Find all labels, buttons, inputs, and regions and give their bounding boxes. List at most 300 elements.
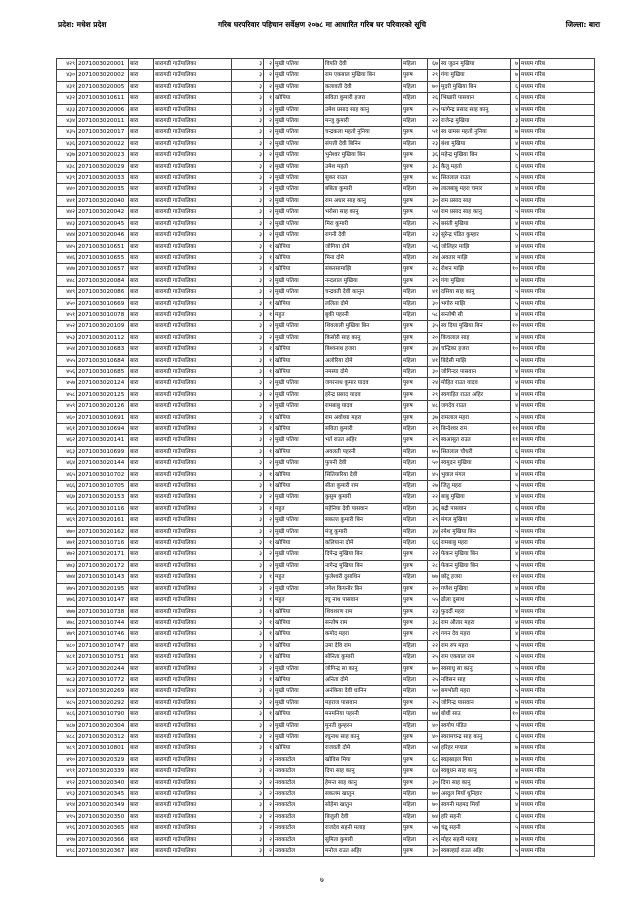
household-id-cell: 2071003020153	[77, 492, 129, 503]
village-cell: महुत	[274, 309, 324, 320]
age-cell: ३०	[428, 846, 440, 857]
gender-cell: पुरुष	[402, 412, 428, 423]
municipality-cell: बारागढी गाउँपालिका	[154, 800, 232, 811]
village-cell: नवकाटोल	[274, 811, 324, 822]
ward-cell: ३	[232, 332, 264, 343]
ward-cell: ३	[232, 526, 264, 537]
municipality-cell: बारागढी गाउँपालिका	[154, 287, 232, 298]
gender-cell: महिला	[402, 366, 428, 377]
category-cell: मध्यम गरिब	[520, 184, 595, 195]
municipality-cell: बारागढी गाउँपालिका	[154, 275, 232, 286]
age-cell: २२	[428, 116, 440, 127]
village-cell: मुखी पतिया	[274, 697, 324, 708]
municipality-cell: बारागढी गाउँपालिका	[154, 389, 232, 400]
household-id-cell: 2071003020269	[77, 686, 129, 697]
household-id-cell: 2071003020366	[77, 834, 129, 845]
area-cell: २	[264, 549, 274, 560]
table-row	[57, 252, 595, 263]
guardian-cell: जितु महरा	[440, 481, 511, 492]
household-id-cell: 2071003010669	[77, 298, 129, 309]
village-cell: खोपिया	[274, 241, 324, 252]
gender-cell: महिला	[402, 241, 428, 252]
municipality-cell: बारागढी गाउँपालिका	[154, 70, 232, 81]
table-row	[57, 195, 595, 206]
serial-cell: ४३४	[57, 116, 77, 127]
table-row	[57, 412, 595, 423]
members-cell: ४	[511, 366, 520, 377]
municipality-cell: बारागढी गाउँपालिका	[154, 321, 232, 332]
guardian-cell: छोटू हजरा	[440, 572, 511, 583]
district-cell: बारा	[129, 104, 154, 115]
district-cell: बारा	[129, 435, 154, 446]
household-id-cell: 2071003010738	[77, 606, 129, 617]
age-cell: ७०	[428, 81, 440, 92]
district-cell: बारा	[129, 777, 154, 788]
district-cell: बारा	[129, 674, 154, 685]
village-cell: खोपिया	[274, 424, 324, 435]
head-name-cell: राजदेव सहनी मलाह	[324, 823, 402, 834]
age-cell: ५०	[428, 686, 440, 697]
gender-cell: पुरुष	[402, 389, 428, 400]
area-cell: २	[264, 663, 274, 674]
area-cell: २	[264, 207, 274, 218]
municipality-cell: बारागढी गाउँपालिका	[154, 846, 232, 857]
serial-cell: ४९५	[57, 811, 77, 822]
members-cell: ५	[511, 195, 520, 206]
ward-cell: ३	[232, 674, 264, 685]
ward-cell: ३	[232, 595, 264, 606]
category-cell: मध्यम गरिब	[520, 846, 595, 857]
page-header	[0, 20, 644, 34]
village-cell: मुखी पतिया	[274, 116, 324, 127]
category-cell: मध्यम गरिब	[520, 332, 595, 343]
category-cell: मध्यम गरिब	[520, 526, 595, 537]
age-cell: ७४	[428, 709, 440, 720]
district-cell: बारा	[129, 218, 154, 229]
serial-cell: ४४७	[57, 264, 77, 275]
members-cell: ७	[511, 754, 520, 765]
ward-cell: ३	[232, 93, 264, 104]
household-id-cell: 2071003020144	[77, 458, 129, 469]
area-cell: १	[264, 355, 274, 366]
age-cell: २९	[428, 515, 440, 526]
ward-cell: ३	[232, 777, 264, 788]
ward-cell: ३	[232, 834, 264, 845]
village-cell: खोपिया	[274, 344, 324, 355]
age-cell: ५६	[428, 241, 440, 252]
category-cell: मध्यम गरिब	[520, 161, 595, 172]
district-cell: बारा	[129, 116, 154, 127]
household-id-cell: 2071003020109	[77, 321, 129, 332]
gender-cell: पुरुष	[402, 344, 428, 355]
age-cell: ६४	[428, 766, 440, 777]
head-name-cell: राजवती दोमे	[324, 743, 402, 754]
head-name-cell: दिपेन्द्र मुखिया बिन	[324, 549, 402, 560]
age-cell: २९	[428, 389, 440, 400]
head-name-cell: मनोज राउत अहिर	[324, 846, 402, 857]
members-cell: ५	[511, 640, 520, 651]
guardian-cell: जोगिन्द्र पासवान	[440, 697, 511, 708]
serial-cell: ४९३	[57, 789, 77, 800]
municipality-cell: बारागढी गाउँपालिका	[154, 789, 232, 800]
household-id-cell: 2071003010744	[77, 617, 129, 628]
table-row	[57, 116, 595, 127]
village-cell: मुखी पतिया	[274, 389, 324, 400]
age-cell: ३५	[428, 321, 440, 332]
head-name-cell: राम अधार साह कानु	[324, 195, 402, 206]
serial-cell: ४७१	[57, 538, 77, 549]
guardian-cell: स्वबुधन साह कानु	[440, 766, 511, 777]
members-cell: ४	[511, 800, 520, 811]
household-id-cell: 2071003020006	[77, 104, 129, 115]
category-cell: मध्यम गरिब	[520, 252, 595, 263]
district-cell: बारा	[129, 59, 154, 70]
serial-cell: ४३१	[57, 81, 77, 92]
serial-cell: ४५५	[57, 355, 77, 366]
ward-cell: ३	[232, 446, 264, 457]
guardian-cell: बिन्देश्वर राम	[440, 424, 511, 435]
members-cell: ७	[511, 127, 520, 138]
category-cell: मध्यम गरिब	[520, 104, 595, 115]
municipality-cell: बारागढी गाउँपालिका	[154, 81, 232, 92]
head-name-cell: बुकी पहरनी	[324, 309, 402, 320]
ward-cell: ३	[232, 424, 264, 435]
ward-cell: ३	[232, 640, 264, 651]
head-name-cell: उमेश प्रसाद साह कानु	[324, 104, 402, 115]
serial-cell: ४६९	[57, 515, 77, 526]
ward-cell: ३	[232, 766, 264, 777]
area-cell: १	[264, 93, 274, 104]
area-cell: २	[264, 777, 274, 788]
household-id-cell: 2071003010699	[77, 446, 129, 457]
members-cell: ५	[511, 789, 520, 800]
area-cell: २	[264, 720, 274, 731]
serial-cell: ४७३	[57, 560, 77, 571]
municipality-cell: बारागढी गाउँपालिका	[154, 241, 232, 252]
category-cell: मध्यम गरिब	[520, 378, 595, 389]
head-name-cell: हेमन्त साह कानु	[324, 777, 402, 788]
serial-cell: ४५६	[57, 366, 77, 377]
gender-cell: पुरुष	[402, 766, 428, 777]
household-id-cell: 2071003010716	[77, 538, 129, 549]
gender-cell: पुरुष	[402, 846, 428, 857]
guardian-cell: गगन देव महरा	[440, 629, 511, 640]
municipality-cell: बारागढी गाउँपालिका	[154, 515, 232, 526]
household-id-cell: 2071003020035	[77, 184, 129, 195]
area-cell: २	[264, 173, 274, 184]
village-cell: खोपिया	[274, 606, 324, 617]
district-cell: बारा	[129, 709, 154, 720]
ward-cell: ३	[232, 355, 264, 366]
district-cell: बारा	[129, 184, 154, 195]
head-name-cell: शिवलाली मुखिया बिन	[324, 321, 402, 332]
district-cell: बारा	[129, 161, 154, 172]
district-cell: बारा	[129, 389, 154, 400]
gender-cell: महिला	[402, 59, 428, 70]
gender-cell: पुरुष	[402, 161, 428, 172]
head-name-cell: सविता कुमारी हजरा	[324, 93, 402, 104]
ward-cell: ३	[232, 321, 264, 332]
head-name-cell: जगरनाथ कुमार यादव	[324, 378, 402, 389]
gender-cell: पुरुष	[402, 207, 428, 218]
guardian-cell: स्वसाधु सा कानु	[440, 663, 511, 674]
members-cell: ५	[511, 481, 520, 492]
village-cell: मुखी पतिया	[274, 59, 324, 70]
village-cell: खोपिया	[274, 366, 324, 377]
municipality-cell: बारागढी गाउँपालिका	[154, 492, 232, 503]
table-row	[57, 309, 595, 320]
gender-cell: महिला	[402, 720, 428, 731]
age-cell: २५	[428, 218, 440, 229]
guardian-cell: राम प्रसाद साह कानु	[440, 207, 511, 218]
village-cell: मुखी पतिया	[274, 401, 324, 412]
table-row	[57, 389, 595, 400]
guardian-cell: मोहर सहनी मलाह	[440, 834, 511, 845]
district-cell: बारा	[129, 446, 154, 457]
household-id-cell: 2071003020011	[77, 116, 129, 127]
age-cell: २९	[428, 834, 440, 845]
table-row	[57, 70, 595, 81]
ward-cell: ३	[232, 629, 264, 640]
table-row	[57, 560, 595, 571]
village-cell: मुखी पतिया	[274, 435, 324, 446]
village-cell: महुत	[274, 503, 324, 514]
category-cell: मध्यम गरिब	[520, 800, 595, 811]
household-id-cell: 2071003010116	[77, 503, 129, 514]
gender-cell: पुरुष	[402, 663, 428, 674]
district-cell: बारा	[129, 652, 154, 663]
ward-cell: ३	[232, 264, 264, 275]
age-cell: ५८	[428, 309, 440, 320]
village-cell: मुखी पतिया	[274, 207, 324, 218]
gender-cell: पुरुष	[402, 560, 428, 571]
village-cell: मुखी पतिया	[274, 663, 324, 674]
age-cell: २३	[428, 138, 440, 149]
serial-cell: ४९०	[57, 754, 77, 765]
guardian-cell: फुदर्दी महरा	[440, 606, 511, 617]
head-name-cell: बबिता कुमारी	[324, 184, 402, 195]
ward-cell: ३	[232, 161, 264, 172]
serial-cell: ४८६	[57, 709, 77, 720]
guardian-cell: राम रुप महरा	[440, 640, 511, 651]
table-row	[57, 777, 595, 788]
gender-cell: पुरुष	[402, 754, 428, 765]
district-cell: बारा	[129, 549, 154, 560]
municipality-cell: बारागढी गाउँपालिका	[154, 412, 232, 423]
guardian-cell: स्वमुदन मुखिया	[440, 458, 511, 469]
age-cell: ७०	[428, 789, 440, 800]
age-cell: ५४	[428, 743, 440, 754]
area-cell: १	[264, 469, 274, 480]
guardian-cell: फेकन मुखिया बिन	[440, 549, 511, 560]
area-cell: २	[264, 458, 274, 469]
serial-cell: ४४४	[57, 230, 77, 241]
village-cell: मुखी पतिया	[274, 583, 324, 594]
serial-cell: ४७७	[57, 606, 77, 617]
municipality-cell: बारागढी गाउँपालिका	[154, 720, 232, 731]
members-cell: ५	[511, 560, 520, 571]
category-cell: मध्यम गरिब	[520, 287, 595, 298]
guardian-cell: महेन्द्र मुखिया बिन	[440, 150, 511, 161]
table-row	[57, 344, 595, 355]
serial-cell: ४८८	[57, 731, 77, 742]
head-name-cell: नमस्या दोमे	[324, 366, 402, 377]
age-cell: २५	[428, 652, 440, 663]
municipality-cell: बारागढी गाउँपालिका	[154, 503, 232, 514]
municipality-cell: बारागढी गाउँपालिका	[154, 116, 232, 127]
ward-cell: ३	[232, 81, 264, 92]
gender-cell: पुरुष	[402, 697, 428, 708]
table-row	[57, 59, 595, 70]
district-cell: बारा	[129, 241, 154, 252]
members-cell: ४	[511, 241, 520, 252]
age-cell: ५७	[428, 823, 440, 834]
household-id-cell: 2071003020042	[77, 207, 129, 218]
guardian-cell: स्व जुठन मुखिया	[440, 59, 511, 70]
guardian-cell: दसिया साह कानु	[440, 287, 511, 298]
guardian-cell: अवतार माझि	[440, 252, 511, 263]
municipality-cell: बारागढी गाउँपालिका	[154, 104, 232, 115]
members-cell: ६	[511, 446, 520, 457]
household-id-cell: 2071003020161	[77, 515, 129, 526]
members-cell: ५	[511, 458, 520, 469]
village-cell: खोपिया	[274, 252, 324, 263]
head-name-cell: सन्तोष राम	[324, 617, 402, 628]
village-cell: खोपिया	[274, 481, 324, 492]
guardian-cell: रोशन माझि	[440, 264, 511, 275]
ward-cell: ३	[232, 59, 264, 70]
table-row	[57, 766, 595, 777]
age-cell: २७	[428, 481, 440, 492]
household-id-cell: 2071003020345	[77, 789, 129, 800]
head-name-cell: मनमनिया पहरनी	[324, 709, 402, 720]
members-cell: ३	[511, 116, 520, 127]
area-cell: १	[264, 344, 274, 355]
household-id-cell: 2071003010801	[77, 743, 129, 754]
household-id-cell: 2071003010691	[77, 412, 129, 423]
head-name-cell: राम एकबाल मुखिया बिन	[324, 70, 402, 81]
age-cell: ३८	[428, 161, 440, 172]
head-name-cell: सोनिता कुमारी	[324, 652, 402, 663]
village-cell: मुखी पतिया	[274, 378, 324, 389]
age-cell: ६८	[428, 754, 440, 765]
gender-cell: महिला	[402, 834, 428, 845]
head-name-cell: सविता कुमारी	[324, 424, 402, 435]
household-id-cell: 2071003010683	[77, 344, 129, 355]
age-cell: २३	[428, 230, 440, 241]
village-cell: मुखी पतिया	[274, 161, 324, 172]
category-cell: मध्यम गरिब	[520, 59, 595, 70]
municipality-cell: बारागढी गाउँपालिका	[154, 138, 232, 149]
members-cell: ६	[511, 731, 520, 742]
household-id-cell: 2071003020367	[77, 846, 129, 857]
area-cell: २	[264, 378, 274, 389]
head-name-cell: राम अवोध्या महरा	[324, 412, 402, 423]
members-cell: ४	[511, 389, 520, 400]
age-cell: ५५	[428, 595, 440, 606]
serial-cell: ४६६	[57, 481, 77, 492]
gender-cell: महिला	[402, 458, 428, 469]
ward-cell: ३	[232, 652, 264, 663]
household-id-cell: 2071003010790	[77, 709, 129, 720]
gender-cell: पुरुष	[402, 150, 428, 161]
village-cell: मुखी पतिया	[274, 195, 324, 206]
village-cell: खोपिया	[274, 93, 324, 104]
district-cell: बारा	[129, 743, 154, 754]
district-cell: बारा	[129, 697, 154, 708]
serial-cell: ४८०	[57, 640, 77, 651]
gender-cell: महिला	[402, 93, 428, 104]
district-cell: बारा	[129, 332, 154, 343]
category-cell: मध्यम गरिब	[520, 560, 595, 571]
serial-cell: ४८५	[57, 697, 77, 708]
category-cell: मध्यम गरिब	[520, 93, 595, 104]
guardian-cell: हरि सहनी	[440, 811, 511, 822]
category-cell: मध्यम गरिब	[520, 264, 595, 275]
ward-cell: ३	[232, 572, 264, 583]
municipality-cell: बारागढी गाउँपालिका	[154, 663, 232, 674]
area-cell: २	[264, 515, 274, 526]
head-name-cell: मुनती कुम्हरन	[324, 720, 402, 731]
serial-cell: ४६५	[57, 469, 77, 480]
district-cell: बारा	[129, 93, 154, 104]
municipality-cell: बारागढी गाउँपालिका	[154, 743, 232, 754]
gender-cell: पुरुष	[402, 401, 428, 412]
table-row	[57, 173, 595, 184]
serial-cell: ४८१	[57, 652, 77, 663]
area-cell: २	[264, 127, 274, 138]
ward-cell: ३	[232, 401, 264, 412]
ward-cell: ३	[232, 309, 264, 320]
ward-cell: ३	[232, 663, 264, 674]
table-row	[57, 424, 595, 435]
municipality-cell: बारागढी गाउँपालिका	[154, 195, 232, 206]
serial-cell: ४७९	[57, 629, 77, 640]
gender-cell: महिला	[402, 298, 428, 309]
age-cell: ३०	[428, 366, 440, 377]
category-cell: मध्यम गरिब	[520, 538, 595, 549]
municipality-cell: बारागढी गाउँपालिका	[154, 252, 232, 263]
municipality-cell: बारागढी गाउँपालिका	[154, 264, 232, 275]
guardian-cell: मुदरी मुखिया बिन	[440, 81, 511, 92]
district-cell: बारा	[129, 503, 154, 514]
household-id-cell: 2071003010655	[77, 252, 129, 263]
gender-cell: महिला	[402, 640, 428, 651]
municipality-cell: बारागढी गाउँपालिका	[154, 366, 232, 377]
village-cell: मुखी पतिया	[274, 686, 324, 697]
gender-cell: महिला	[402, 789, 428, 800]
serial-cell: ४८४	[57, 686, 77, 697]
table-row	[57, 298, 595, 309]
age-cell: ६७	[428, 59, 440, 70]
serial-cell: ४४५	[57, 241, 77, 252]
age-cell: ७७	[428, 572, 440, 583]
table-row	[57, 538, 595, 549]
age-cell: ३४	[428, 526, 440, 537]
ward-cell: ३	[232, 287, 264, 298]
household-id-cell: 2071003020171	[77, 549, 129, 560]
category-cell: मध्यम गरिब	[520, 481, 595, 492]
category-cell: मध्यम गरिब	[520, 549, 595, 560]
guardian-cell: फागेन्द्र प्रसाद साह कानु	[440, 104, 511, 115]
serial-cell: ४५९	[57, 401, 77, 412]
ward-cell: ३	[232, 515, 264, 526]
table-row	[57, 184, 595, 195]
head-name-cell: किसोरी साह कानु	[324, 332, 402, 343]
area-cell: १	[264, 252, 274, 263]
category-cell: मध्यम गरिब	[520, 492, 595, 503]
village-cell: खोपिया	[274, 469, 324, 480]
